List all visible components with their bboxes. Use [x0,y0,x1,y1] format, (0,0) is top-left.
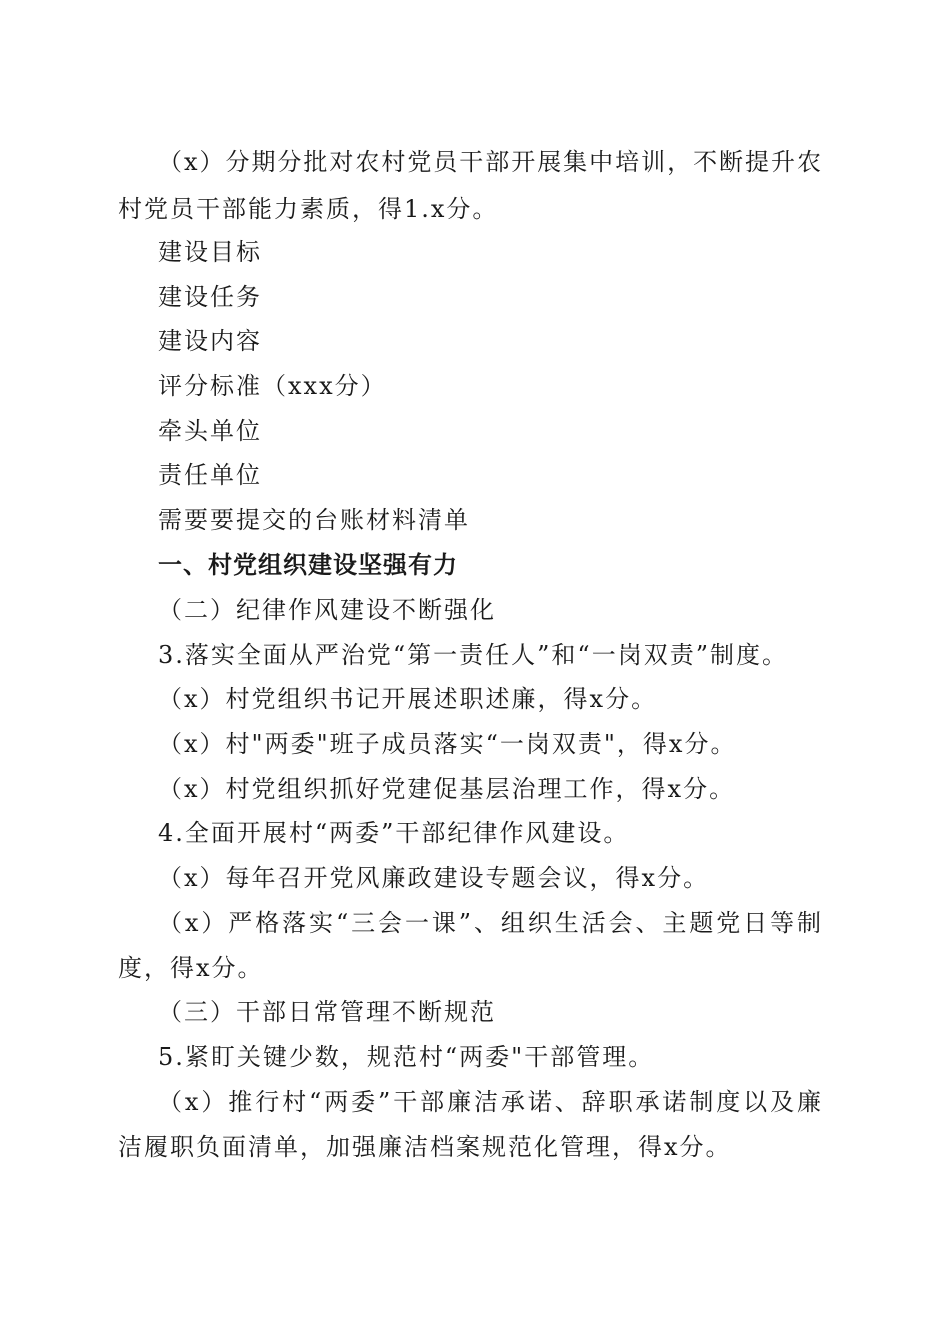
paragraph-training-line2: 村党员干部能力素质，得1.x分。 [118,195,499,223]
item-3-sub-2: （x）村"两委"班子成员落实“一岗双责"，得x分。 [158,730,737,758]
paragraph-training-line1: （x）分期分批对农村党员干部开展集中培训，不断提升农 [158,148,821,176]
subsection-title-3: （三）干部日常管理不断规范 [158,998,496,1026]
heading-responsible-unit: 责任单位 [158,461,262,489]
item-5-sub-1-line2: 洁履职负面清单，加强廉洁档案规范化管理，得x分。 [118,1133,732,1161]
heading-ledger-list: 需要要提交的台账材料清单 [158,506,470,534]
item-5-sub-1-line1: （x）推行村“两委”干部廉洁承诺、辞职承诺制度以及廉 [158,1088,821,1116]
item-4-title: 4.全面开展村“两委”干部纪律作风建设。 [158,819,630,847]
item-3-title: 3.落实全面从严治党“第一责任人”和“一岗双责”制度。 [158,641,788,669]
item-5-title: 5.紧盯关键少数，规范村“两委"干部管理。 [158,1043,655,1071]
heading-build-content: 建设内容 [158,327,262,355]
item-4-sub-2-line1: （x）严格落实“三会一课”、组织生活会、主题党日等制 [158,909,821,937]
heading-build-goal: 建设目标 [158,238,262,266]
item-4-sub-1: （x）每年召开党风廉政建设专题会议，得x分。 [158,864,710,892]
heading-scoring-standard: 评分标准（xxx分） [158,372,387,400]
section-title-1: 一、村党组织建设坚强有力 [158,551,458,579]
heading-lead-unit: 牵头单位 [158,417,262,445]
heading-build-task: 建设任务 [158,283,262,311]
subsection-title-2: （二）纪律作风建设不断强化 [158,596,496,624]
item-3-sub-1: （x）村党组织书记开展述职述廉，得x分。 [158,685,658,713]
item-3-sub-3: （x）村党组织抓好党建促基层治理工作，得x分。 [158,775,736,803]
item-4-sub-2-line2: 度，得x分。 [118,954,264,982]
